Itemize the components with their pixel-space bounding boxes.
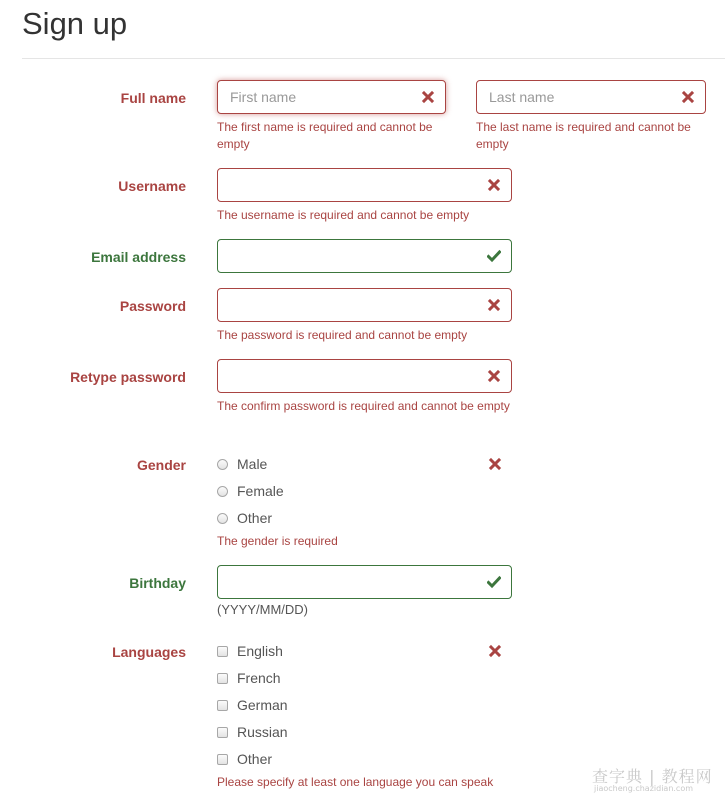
- gender-error: The gender is required: [217, 534, 338, 548]
- language-option-other[interactable]: [217, 750, 272, 768]
- ok-icon: [487, 575, 501, 589]
- gender-option-female[interactable]: [217, 482, 284, 500]
- gender-option-label: Other: [237, 510, 273, 526]
- first-name-field[interactable]: [217, 80, 446, 114]
- watermark-title: 查字典 | 教程网: [592, 767, 713, 786]
- language-option-russian[interactable]: [217, 723, 288, 741]
- languages-label: Languages: [112, 644, 186, 660]
- retype-password-input[interactable]: [218, 360, 511, 392]
- email-input[interactable]: [218, 240, 511, 272]
- remove-icon: [487, 178, 501, 192]
- retype-password-error: The confirm password is required and cannot be empty: [217, 399, 510, 413]
- checkbox[interactable]: [217, 646, 228, 657]
- language-option-french[interactable]: [217, 669, 281, 687]
- last-name-field[interactable]: [476, 80, 706, 114]
- gender-option-label: Male: [237, 456, 268, 472]
- birthday-input[interactable]: [218, 566, 511, 598]
- last-name-error: The last name is required and cannot be empty: [476, 120, 691, 151]
- password-label: Password: [119, 298, 186, 314]
- remove-icon: [487, 298, 501, 312]
- language-option-english[interactable]: [217, 642, 283, 660]
- radio-button[interactable]: [217, 513, 228, 524]
- email-field[interactable]: [217, 239, 512, 273]
- username-input[interactable]: [218, 169, 511, 201]
- checkbox[interactable]: [217, 700, 228, 711]
- radio-button[interactable]: [217, 486, 228, 497]
- ok-icon: [487, 249, 501, 263]
- retype-password-field[interactable]: [217, 359, 512, 393]
- checkbox[interactable]: [217, 673, 228, 684]
- checkbox[interactable]: [217, 727, 228, 738]
- password-input[interactable]: [218, 289, 511, 321]
- language-option-label: German: [237, 697, 288, 713]
- watermark-url: jiaocheng.chazidian.com: [594, 784, 694, 793]
- checkbox[interactable]: [217, 754, 228, 765]
- password-error: The password is required and cannot be empty: [217, 328, 468, 342]
- remove-icon: [681, 90, 695, 104]
- gender-option-label: Female: [237, 483, 284, 499]
- first-name-error: The first name is required and cannot be empty: [217, 120, 433, 151]
- full-name-label: Full name: [120, 90, 186, 106]
- first-name-input[interactable]: [218, 81, 445, 113]
- birthday-field[interactable]: [217, 565, 512, 599]
- password-field[interactable]: [217, 288, 512, 322]
- username-error: The username is required and cannot be empty: [217, 208, 470, 222]
- last-name-input[interactable]: [477, 81, 705, 113]
- retype-password-label: Retype password: [70, 369, 186, 385]
- remove-icon: [421, 90, 435, 104]
- gender-label: Gender: [136, 457, 186, 473]
- title-divider: [22, 58, 725, 59]
- remove-icon: [487, 369, 501, 383]
- language-option-label: English: [237, 643, 283, 659]
- watermark: [592, 764, 718, 794]
- birthday-label: Birthday: [129, 575, 186, 591]
- language-option-label: Other: [237, 751, 273, 767]
- remove-icon: [488, 457, 502, 471]
- username-field[interactable]: [217, 168, 512, 202]
- birthday-format-hint: (YYYY/MM/DD): [217, 602, 308, 617]
- page-title: Sign up: [22, 6, 128, 41]
- languages-error: Please specify at least one language you can speak: [217, 775, 494, 789]
- remove-icon: [488, 644, 502, 658]
- language-option-german[interactable]: [217, 696, 288, 714]
- gender-option-other[interactable]: [217, 509, 272, 527]
- language-option-label: French: [237, 670, 281, 686]
- language-option-label: Russian: [237, 724, 288, 740]
- gender-option-male[interactable]: [217, 455, 267, 473]
- username-label: Username: [118, 178, 186, 194]
- email-label: Email address: [91, 249, 186, 265]
- radio-button[interactable]: [217, 459, 228, 470]
